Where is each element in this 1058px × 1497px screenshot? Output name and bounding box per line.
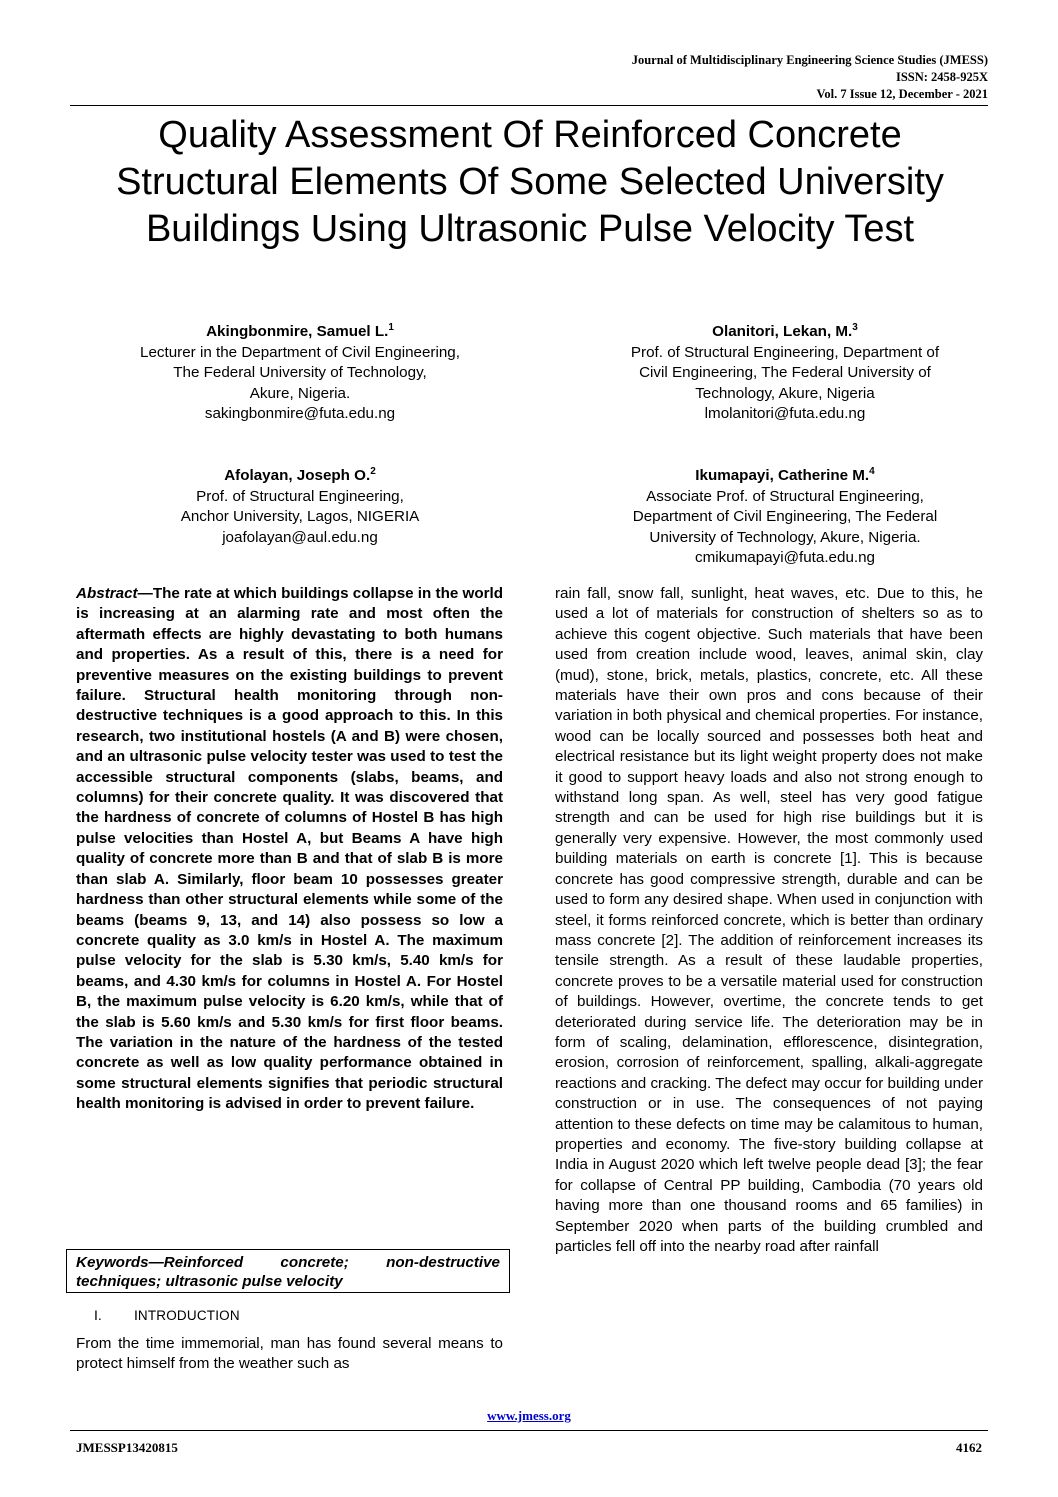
header-rule: [70, 105, 988, 106]
author-affiliation: Civil Engineering, The Federal University of: [639, 364, 931, 382]
author-email: sakingbonmire@futa.edu.ng: [204, 405, 396, 423]
section-heading-introduction: [94, 1305, 240, 1326]
author-sup: 3: [852, 322, 858, 333]
introduction-text: From the time immemorial, man has found several means to protect himself from the weather such as: [76, 1335, 503, 1373]
paper-title: Quality Assessment Of Reinforced Concrete Structural Elements Of Some Selected University Buildings Using Ultrasonic Pulse Velocity Test: [116, 114, 944, 250]
abstract-lead: Abstract: [76, 585, 138, 602]
author-name: Akingbonmire, Samuel L.: [206, 323, 389, 341]
section-title-rest: NTRODUCTION: [137, 1308, 240, 1323]
author-affiliation: Prof. of Structural Engineering,: [196, 487, 404, 505]
author-sup: 4: [869, 466, 875, 477]
footer-paper-id: JMESSP13420815: [76, 1440, 178, 1455]
footer-url-link[interactable]: www.jmess.org: [487, 1408, 571, 1423]
author-affiliation: University of Technology, Akure, Nigeria.: [649, 528, 921, 546]
abstract: [76, 584, 503, 1115]
author-affiliation: Prof. of Structural Engineering, Department of: [630, 343, 940, 361]
footer-page-number: 4162: [956, 1440, 982, 1455]
author-email: joafolayan@aul.edu.ng: [222, 528, 378, 546]
author-block-1: [105, 318, 495, 425]
author-affiliation: Anchor University, Lagos, NIGERIA: [180, 508, 420, 526]
author-affiliation: Lecturer in the Department of Civil Engineering,: [140, 343, 460, 361]
author-affiliation: Department of Civil Engineering, The Federal: [632, 508, 938, 526]
author-block-2: [105, 462, 495, 548]
author-email: lmolanitori@futa.edu.ng: [704, 405, 866, 423]
author-affiliation: Associate Prof. of Structural Engineering,: [646, 487, 924, 505]
section-initial: I: [134, 1307, 138, 1323]
author-sup: 1: [388, 322, 394, 333]
author-affiliation: The Federal University of Technology,: [173, 364, 427, 382]
journal-volume: Vol. 7 Issue 12, December - 2021: [816, 87, 988, 101]
author-block-4: [585, 462, 985, 569]
journal-issn: ISSN: 2458-925X: [895, 70, 988, 84]
keywords-box: Keywords—Reinforced concrete; non-destructive techniques; ultrasonic pulse velocity: [66, 1249, 510, 1293]
section-number: I.: [94, 1307, 102, 1323]
author-name: Afolayan, Joseph O.: [224, 467, 371, 485]
author-email: cmikumapayi@futa.edu.ng: [694, 549, 876, 567]
author-sup: 2: [370, 466, 376, 477]
author-affiliation: Technology, Akure, Nigeria: [695, 384, 875, 402]
author-name: Ikumapayi, Catherine M.: [695, 467, 870, 485]
author-affiliation: Akure, Nigeria.: [249, 384, 351, 402]
footer-rule: [70, 1430, 988, 1431]
abstract-text: —The rate at which buildings collapse in the world is increasing at an alarming rate and most often the aftermath effects are highly devastating to both humans and properties. As a result of this, there is a need for preventive measures on the existing buildings to prevent failure. Structural health monitoring through non-destructive techniques is a good approach to this. In this research, two institutional hostels (A and B) were chosen, and an ultrasonic pulse velocity tester was used to test the accessible structural components (slabs, beams, and columns) for their concrete quality. It was discovered that the hardness of concrete of columns of Hostel B has high pulse velocities than Hostel A, but Beams A have high quality of concrete more than B and that of slab B is more than slab A. Similarly, floor beam 10 possesses greater hardness than other structural elements while some of the beams (beams 9, 13, and 14) also possess so low a concrete quality as 3.0 km/s in Hostel A. The maximum pulse velocity for the slab is 5.30 km/s, 5.40 km/s for beams, and 4.30 km/s for columns in Hostel A. For Hostel B, the maximum pulse velocity is 6.20 km/s, while that of the slab is 5.60 km/s and 5.30 km/s for first floor beams. The variation in the nature of the hardness of the tested concrete as well as low quality performance obtained in some structural elements signifies that periodic structural health monitoring is advised in order to prevent failure.: [76, 585, 504, 1113]
journal-name: Journal of Multidisciplinary Engineering Science Studies (JMESS): [631, 53, 988, 67]
right-column-body: rain fall, snow fall, sunlight, heat waves, etc. Due to this, he used a lot of materials for construction of shelters so as to achieve this cogent objective. Such materials that have been used from creation include wood, leaves, animal skin, clay (mud), stone, brick, metals, plastics, concrete, etc. All these materials have their own pros and cons because of their variation in both physical and chemical properties. For instance, wood can be locally sourced and possesses both heat and electrical resistance but its light weight property does not make it good to support heavy loads and also not strong enough to withstand long span. As well, steel has very good fatigue strength and can be used for high rise buildings but it is generally very expensive. However, the most commonly used building materials on earth is concrete [1]. This is because concrete has good compressive strength, durable and can be used to form any desired shape. When used in conjunction with steel, it forms reinforced concrete, which is better than ordinary mass concrete [2]. The addition of reinforcement increases its tensile strength. As a result of these laudable properties, concrete proves to be a versatile material used for construction of buildings. However, overtime, the concrete tends to get deteriorated during service life. The deterioration may be in form of scaling, delamination, efflorescence, disintegration, erosion, corrosion of reinforcement, spalling, alkali-aggregate reactions and cracking. The defect may occur for building under construction or in use. The consequences of not paying attention to these defects on time may be calamitous to human, properties and economy. The five-story building collapse at India in August 2020 which left twelve people dead [3]; the fear for collapse of Central PP building, Cambodia (70 years old having more than one thousand rooms and 65 families) in September 2020 when parts of the building crumbled and particles fell off into the nearby road after rainfall: [555, 585, 984, 1255]
author-block-3: [585, 318, 985, 425]
author-name: Olanitori, Lekan, M.: [712, 323, 853, 341]
